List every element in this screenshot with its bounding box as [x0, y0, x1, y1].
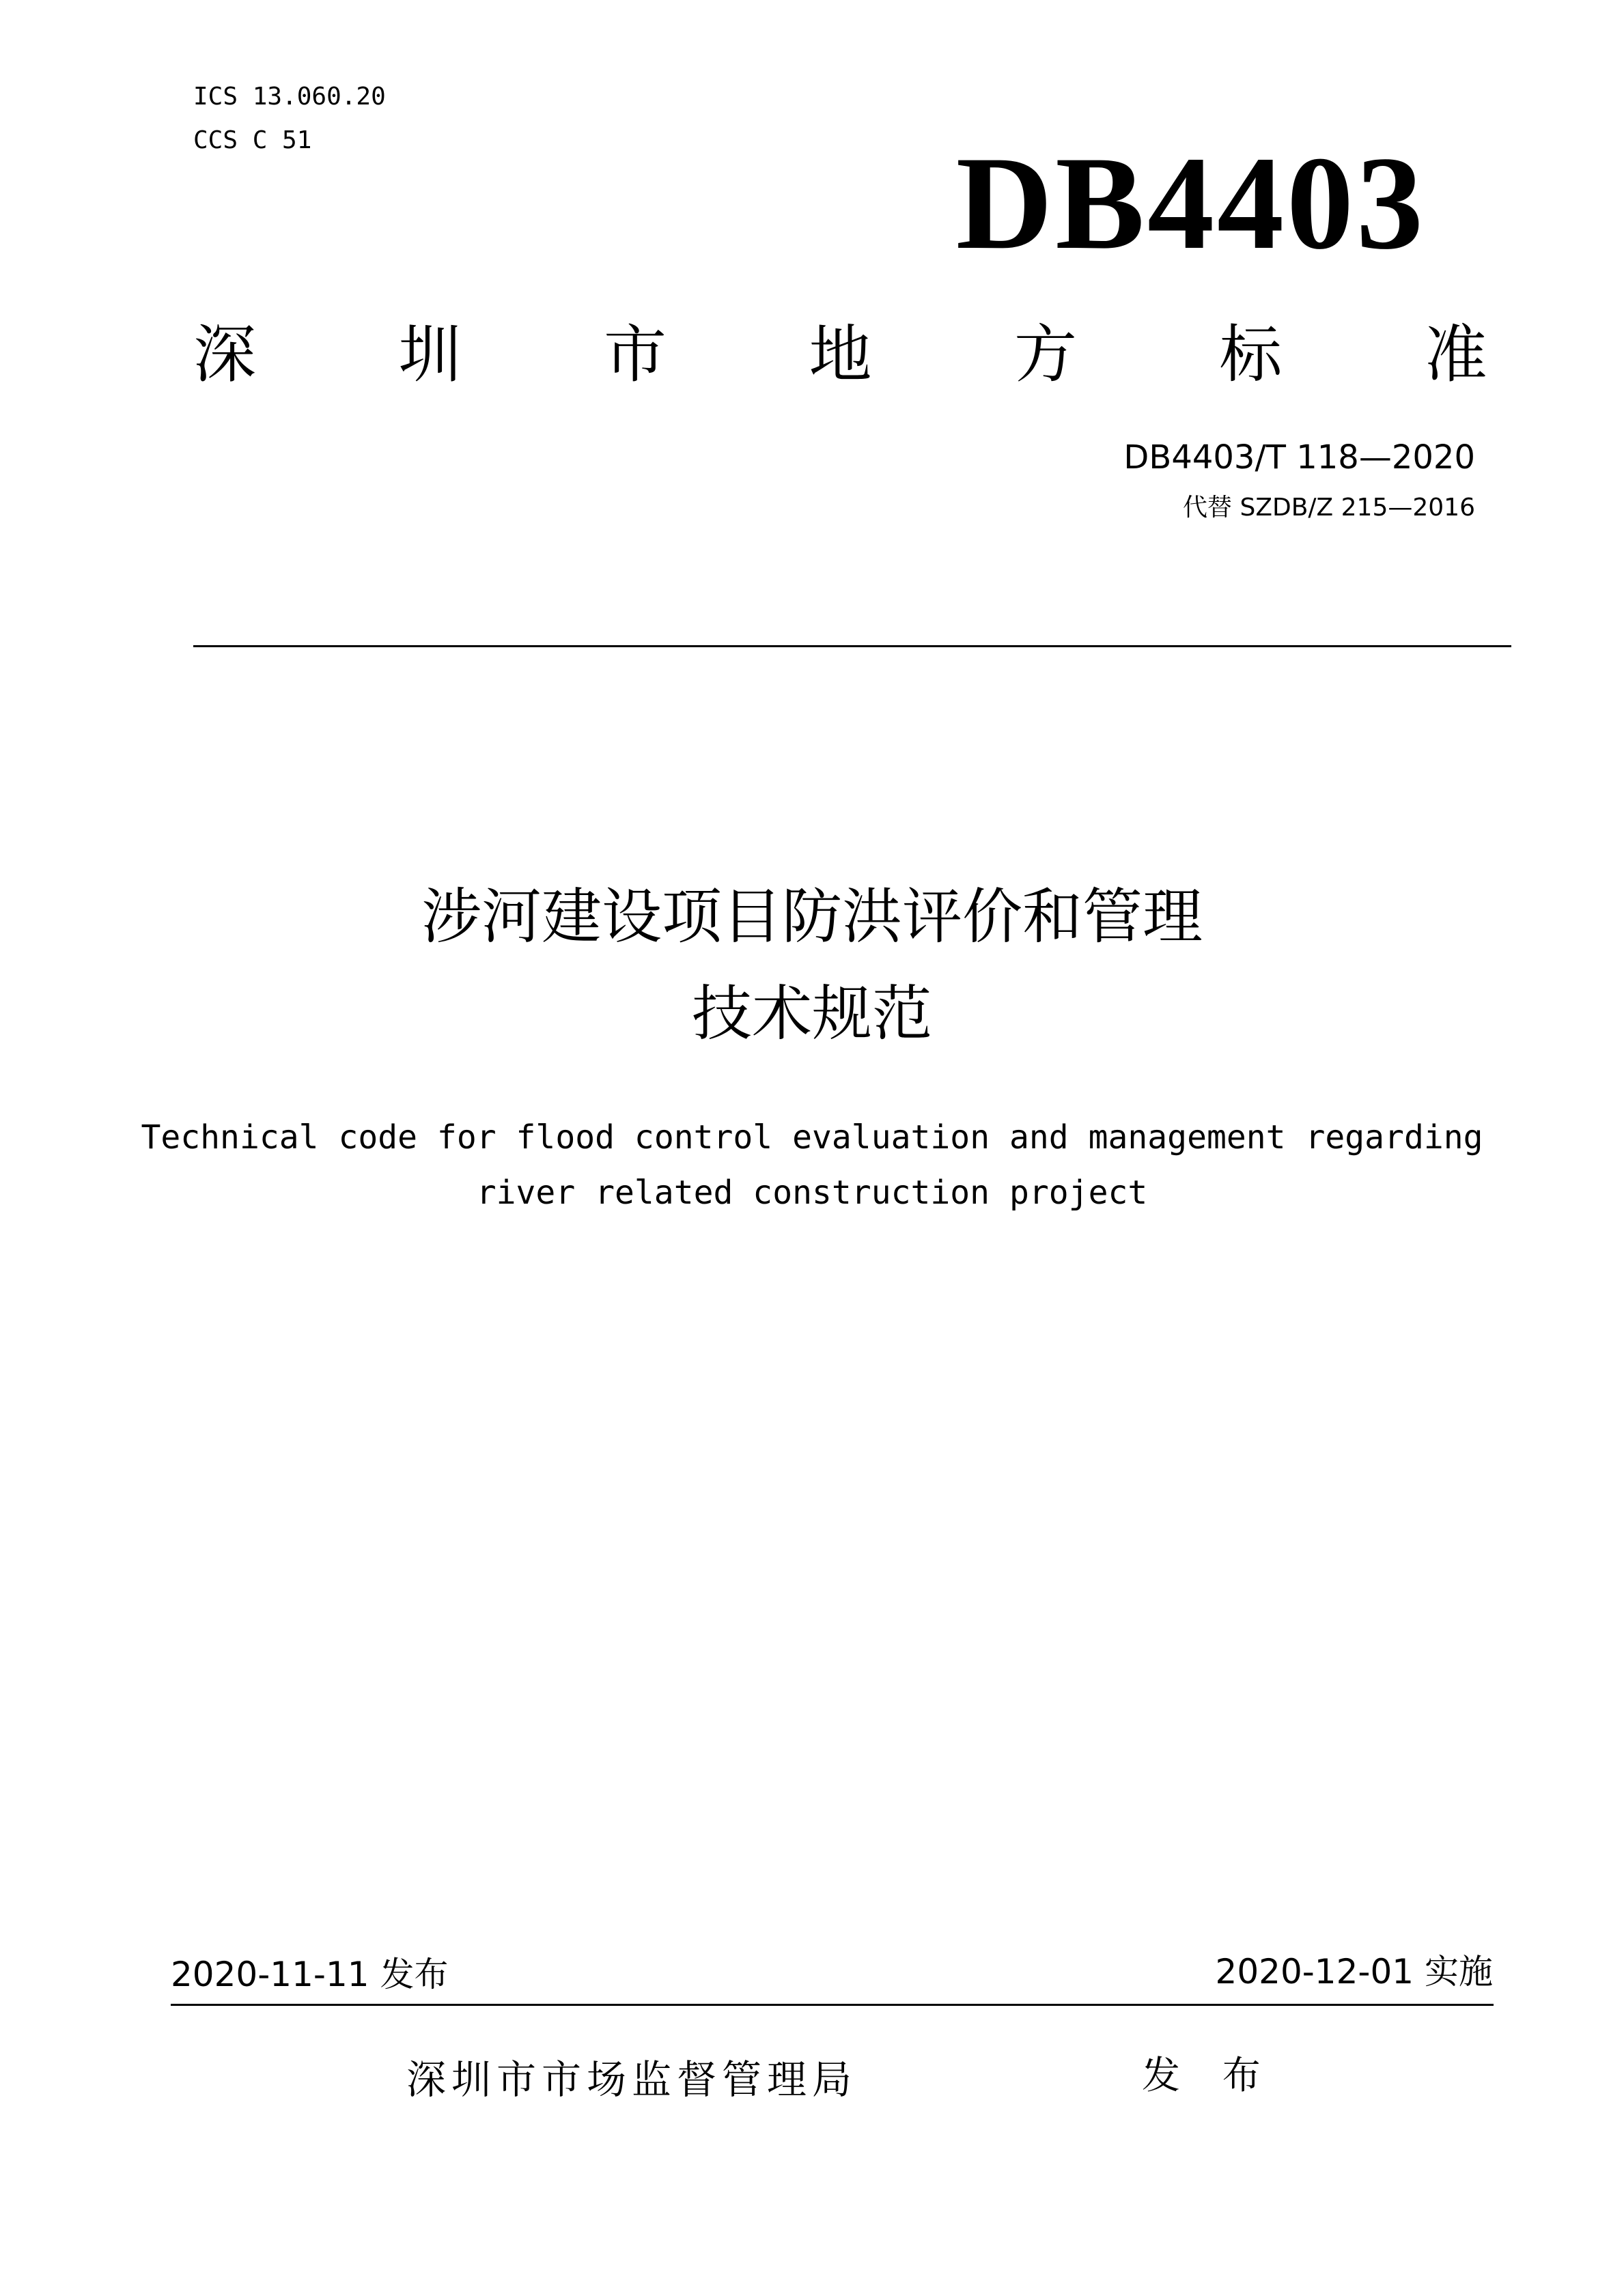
ics-code: ICS 13.060.20	[193, 83, 386, 111]
publish-label: 发 布	[1142, 2054, 1276, 2098]
title-en-line1: Technical code for flood control evaluation and management regarding	[141, 1118, 1483, 1157]
issuer-name: 深圳市市场监督管理局	[406, 2056, 858, 2103]
top-divider	[193, 645, 1511, 647]
category-title-char: 地	[809, 318, 872, 391]
title-cn-line1: 涉河建设项目防洪评价和管理	[421, 881, 1203, 952]
category-title-char: 圳	[398, 318, 462, 391]
standard-code-heading: DB4403	[955, 129, 1426, 277]
title-cn-line2: 技术规范	[691, 978, 932, 1049]
standard-number: DB4403/T 118—2020	[1123, 438, 1475, 477]
bottom-divider	[171, 2004, 1494, 2006]
category-title	[193, 317, 1487, 393]
category-title-char: 市	[603, 318, 667, 391]
replaces-note: 代替 SZDB/Z 215—2016	[1183, 494, 1475, 522]
category-title-char: 标	[1219, 318, 1283, 391]
issue-date: 2020-11-11 发布	[171, 1955, 449, 1994]
category-title-char: 方	[1013, 318, 1077, 391]
category-title-char: 准	[1424, 318, 1487, 391]
ccs-code: CCS C 51	[193, 126, 312, 154]
implementation-date: 2020-12-01 实施	[1215, 1952, 1493, 1992]
title-en-line2: river related construction project	[476, 1174, 1148, 1212]
category-title-char: 深	[193, 318, 257, 391]
